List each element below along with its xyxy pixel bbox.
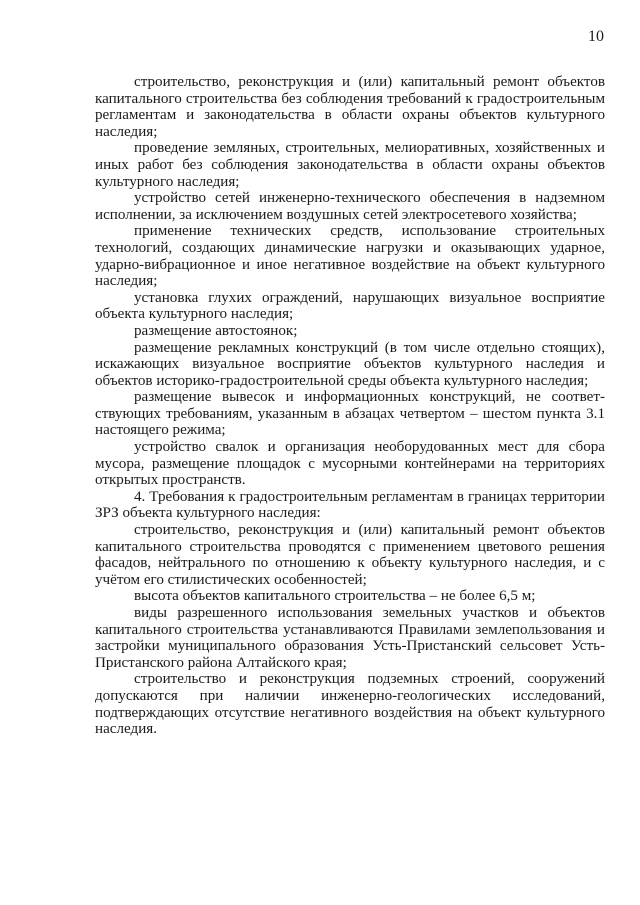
page-number: 10 <box>588 28 604 45</box>
paragraph: применение технических средств, использование строительных технологий, создающих динамические нагрузки и оказывающих ударное, ударно-вибрационное и иное негативное воздействие на объект культурного наследия; <box>95 223 605 290</box>
paragraph: установка глухих ограждений, нарушающих визуальное восприятие объекта культурного наследия; <box>95 289 605 323</box>
paragraph: размещение автостоянок; <box>134 322 298 339</box>
paragraph: размещение рекламных конструкций (в том числе отдельно стоящих), искажающих визуальное восприятие объектов культурного наследия и объектов историко-градостроительной среды объекта культурного наследия; <box>95 339 605 389</box>
paragraph: устройство сетей инженерно-технического обеспечения в надземном исполнении, за исключением воздушных сетей электросетевого хозяйства; <box>95 190 605 223</box>
paragraph: размещение вывесок и информационных конструкций, не соответ-ствующих требованиям, указанным в абзацах четвертом – шестом пункта 3.1 настоящего режима; <box>95 389 605 439</box>
paragraph: строительство, реконструкция и (или) капитальный ремонт объектов капитального строительства без соблюдения требований к градостроительным регламентам и законодательства в области охраны объектов культурного наследия; <box>95 74 605 140</box>
section-heading-paragraph: 4. Требования к градостроительным регламентам в границах территории ЗРЗ объекта культурного наследия: <box>95 488 605 522</box>
paragraph: строительство, реконструкция и (или) капитальный ремонт объектов капитального строительства проводятся с применением цветового решения фасадов, нейтрального по отношению к объекту культурного наследия, и с учётом его стилистических особенностей; <box>95 522 605 588</box>
paragraph: проведение земляных, строительных, мелиоративных, хозяйственных и иных работ без соблюдения законодательства в области охраны объектов культурного наследия; <box>95 140 605 190</box>
paragraph: устройство свалок и организация необорудованных мест для сбора мусора, размещение площадок с мусорными контейнерами на территориях открытых пространств. <box>95 439 605 489</box>
document-body <box>95 74 605 738</box>
paragraph: строительство и реконструкция подземных строений, сооружений допускаются при наличии инженерно-геологических исследований, подтверждающих отсутствие негативного воздействия на объект культурного наследия. <box>95 671 605 738</box>
paragraph: высота объектов капитального строительства – не более 6,5 м; <box>134 588 536 605</box>
paragraph: виды разрешенного использования земельных участков и объектов капитального строительства устанавливаются Правилами землепользования и застройки муниципального образования Усть-Пристанский сельсовет Усть-Пристанского района Алтайского края; <box>95 605 605 671</box>
